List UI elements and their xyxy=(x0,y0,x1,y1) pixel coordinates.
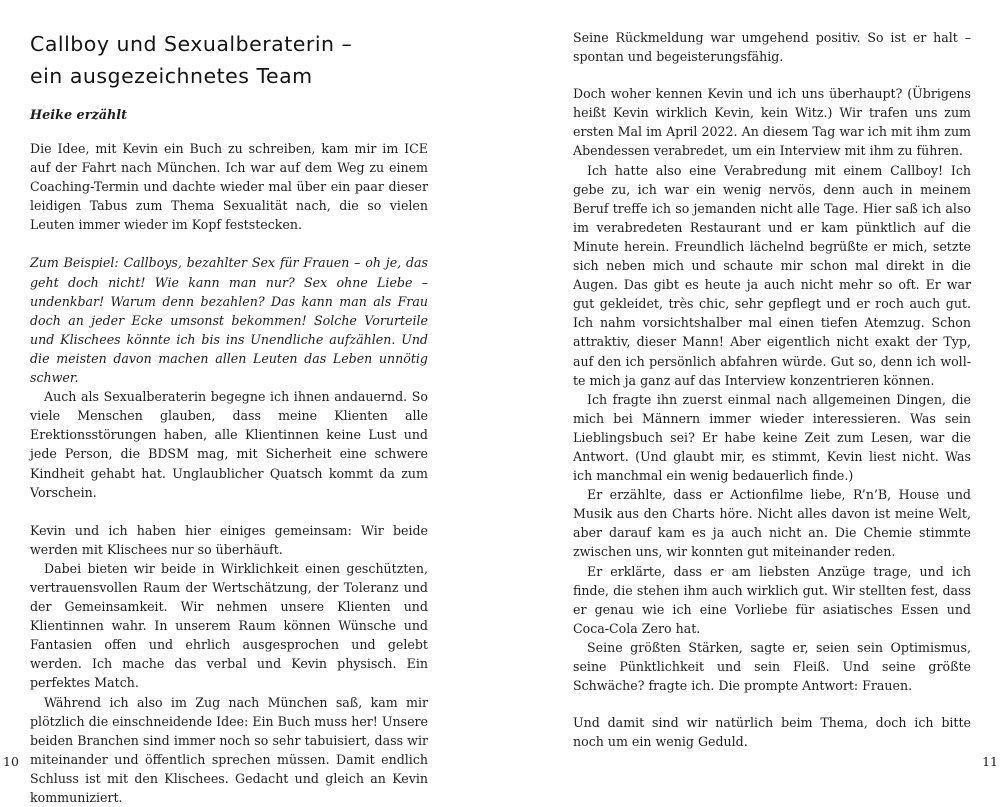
paragraph: Dabei bieten wir beide in Wirklichkeit einen geschützten, vertrauensvollen Raum der Wertschätzung, der Toleranz und der Gemeinsamkeit. Wir nehmen unsere Klienten und Klientinnen wahr. In unserem Raum können Wünsche und Fantasien offen und ehrlich ausgesprochen und gelebt werden. Ich mache das verbal und Kevin physisch. Ein perfektes Match. xyxy=(30,560,428,691)
paragraph: Seine größten Stärken, sagte er, seien sein Optimismus, seine Pünktlichkeit und sein Fleiß. Und seine größte Schwäche? fragte ich. Die prompte Antwort: Frauen. xyxy=(573,639,971,694)
paragraph: Während ich also im Zug nach München saß, kam mir plötzlich die einschneidende Idee: Ein Buch muss her! Unsere beiden Branchen sind immer noch so sehr tabuisiert, dass wir miteinander und öffentlich sprechen müssen. Damit endlich Schluss ist mit den Klischees. Gedacht und gleich an Kevin kommuniziert. xyxy=(30,694,428,805)
paragraph: Kevin und ich haben hier einiges gemeinsam: Wir beide werden mit Klischees nur so überhäuft. xyxy=(30,522,428,557)
section-label: Heike erzählt xyxy=(30,108,128,123)
paragraph: Er erklärte, dass er am liebsten Anzüge trage, und ich finde, die stehen ihm auch wirklich gut. Wir stellten fest, dass er genau wie ich eine Vorliebe für asiatisches Essen und Coca-Cola Zero hat. xyxy=(573,563,971,636)
paragraph: Er erzählte, dass er Actionfilme liebe, R’n’B, House und Musik aus den Charts höre. Nicht alles davon ist meine Welt, aber darauf kam es ja auch nicht an. Die Chemie stimmte zwischen uns, wir konnten gut miteinander reden. xyxy=(573,487,971,560)
paragraph: Doch woher kennen Kevin und ich uns überhaupt? (Übrigens heißt Kevin wirklich Kevin, kein Witz.) Wir trafen uns zum ersten Mal im April 2022. An diesem Tag war ich mit ihm zum Abendessen verabredet, um ein Interview mit ihm zu führen. xyxy=(573,86,971,159)
left-page xyxy=(0,0,500,805)
right-text-column xyxy=(573,28,971,751)
paragraph: Ich hatte also eine Verabredung mit einem Callboy! Ich gebe zu, ich war ein wenig nervös, denn auch in meinem Beruf treffe ich so jemanden nicht alle Tage. Hier saß ich also im verabredeten Restaurant und er kam pünktlich auf die Minute herein. Freundlich lächelnd begrüßte er mich, setzte sich neben mich und schaute mir schon mal direkt in die Augen. Das gibt es heute ja auch nicht mehr so oft. Er war gut gekleidet, très chic, sehr gepflegt und er roch auch gut. Ich nahm vorsichtshalber mal einen tiefen Atemzug. Schon attraktiv, dieser Mann! Aber eigentlich nicht exakt der Typ, auf den ich persönlich abfahren würde. Gut so, denn ich wollte mich ja ganz auf das Interview konzentrieren können. xyxy=(573,162,971,388)
paragraph: Und damit sind wir natürlich beim Thema, doch ich bitte noch um ein wenig Geduld. xyxy=(573,715,971,750)
paragraph: Seine Rückmeldung war umgehend positiv. So ist er halt – spontan und begeisterungsfähig. xyxy=(573,30,971,65)
right-page xyxy=(500,0,1000,800)
paragraph: Auch als Sexualberaterin begegne ich ihnen andauernd. So viele Menschen glauben, dass meine Klienten alle Erektionsstörungen haben, alle Klientinnen keine Lust und jede Person, die BDSM mag, mit Sicherheit eine schwere Kindheit gehabt hat. Unglaublicher Quatsch kommt da zum Vorschein. xyxy=(30,389,428,500)
page-number: 11 xyxy=(982,754,998,769)
left-text-column xyxy=(30,28,428,807)
chapter-title-line-1: Callboy und Sexualberaterin – xyxy=(30,32,353,56)
chapter-title xyxy=(30,28,428,92)
paragraph: Ich fragte ihn zuerst einmal nach allgemeinen Dingen, die mich bei Männern immer wieder interessieren. Was sein Lieblingsbuch sei? Er habe keine Zeit zum Lesen, war die Antwort. (Und glaubt mir, es stimmt, Kevin liest nicht. Was ich manchmal ein wenig bedauerlich finde.) xyxy=(573,391,971,484)
chapter-title-line-2: ein ausgezeichnetes Team xyxy=(30,64,313,88)
page-number: 10 xyxy=(3,754,19,769)
paragraph: Die Idee, mit Kevin ein Buch zu schreiben, kam mir im ICE auf der Fahrt nach München. Ich war auf dem Weg zu einem Coaching-Termin und dachte wieder mal über ein paar dieser leidigen Tabus zum Thema Sexualität nach, die so vielen Leuten immer wieder im Kopf feststecken. xyxy=(30,141,428,233)
italic-paragraph: Zum Beispiel: Callboys, bezahlter Sex für Frauen – oh je, das geht doch nicht! Wie kann man nur? Sex ohne Liebe – undenkbar! Warum denn bezahlen? Das kann man als Frau doch an jeder Ecke umsonst bekommen! Solche Vorurteile und Klischees könnte ich bis ins Unendliche aufzählen. Und die meisten davon machen allen Leuten das Leben unnötig schwer. xyxy=(30,255,428,386)
